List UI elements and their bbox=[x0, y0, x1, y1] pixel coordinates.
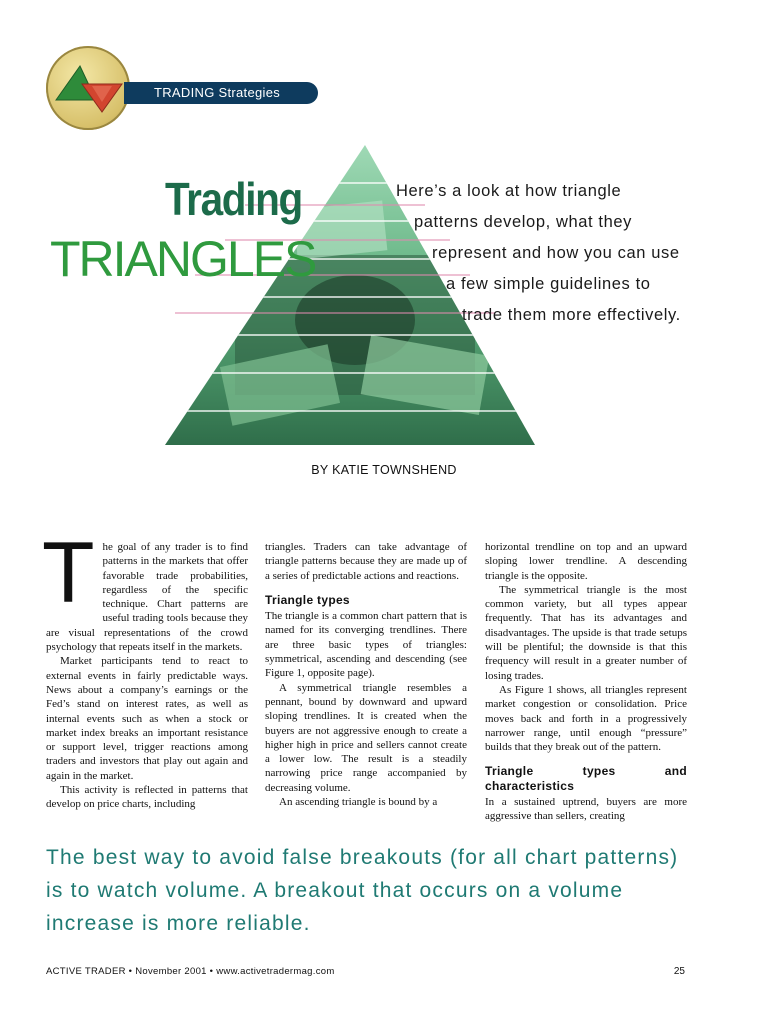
article-deck bbox=[396, 176, 726, 331]
paragraph: triangles. Traders can take advantage of triangle patterns because they are made up of a series of predictable actions and reactions. bbox=[265, 541, 467, 582]
section-label: TRADING Strategies bbox=[124, 82, 318, 104]
pull-quote bbox=[46, 841, 726, 940]
body-column-2 bbox=[265, 540, 467, 809]
deck-line: represent and how you can use bbox=[432, 244, 680, 262]
deck-line: Here’s a look at how triangle bbox=[396, 182, 622, 200]
body-column-3 bbox=[485, 540, 687, 824]
article-title-line2: TRIANGLES bbox=[50, 231, 316, 287]
triangle-logo-icon bbox=[46, 46, 130, 130]
paragraph: The symmetrical triangle is the most common variety, but all types appear frequently. That has its advantages and disadvantages. The upside is that trade setups will be plentiful; the downside is that this frequency will result in a greater number of losing trades. bbox=[485, 583, 687, 682]
byline: BY KATIE TOWNSHEND bbox=[311, 463, 457, 477]
footer-credit: ACTIVE TRADER • November 2001 • www.activetradermag.com bbox=[46, 966, 335, 977]
section-logo-badge bbox=[46, 46, 130, 130]
deck-line: patterns develop, what they bbox=[414, 213, 632, 231]
pull-quote-line: The best way to avoid false breakouts (for all chart patterns) bbox=[46, 846, 679, 869]
paragraph: The triangle is a common chart pattern that is named for its converging trendlines. There are three basic types of triangles: symmetrical, ascending and descending (see Figure 1, opposite page). bbox=[265, 610, 467, 680]
paragraph: Market participants tend to react to external events in fairly predictable ways. News about a company’s earnings or the Fed’s stand on interest rates, as well as internal events such as when a stock or market index breaks an important resistance or support level, trigger reactions among traders and investors that play out again and again in the market. bbox=[46, 655, 248, 782]
pull-quote-line: increase is more reliable. bbox=[46, 912, 311, 935]
paragraph: In a sustained uptrend, buyers are more aggressive than sellers, creating bbox=[485, 796, 687, 823]
paragraph: As Figure 1 shows, all triangles represent market congestion or consolidation. Price moves back and forth in a progressively narrower range, until enough “pressure” builds that they break out of the pattern. bbox=[485, 683, 687, 754]
paragraph: An ascending triangle is bound by a bbox=[279, 796, 438, 809]
paragraph: This activity is reflected in patterns that develop on price charts, including bbox=[46, 784, 248, 811]
deck-line: a few simple guidelines to bbox=[446, 275, 651, 293]
pull-quote-line: is to watch volume. A breakout that occurs on a volume bbox=[46, 879, 624, 902]
deck-line: trade them more effectively. bbox=[462, 306, 681, 324]
paragraph: he goal of any trader is to find patterns in the markets that offer favorable trade probabilities, regardless of the specific technique. Chart patterns are useful trading tools because they are visual representations of the crowd psychology that repeats itself in the markets. bbox=[46, 541, 248, 654]
article-title-line1: Trading bbox=[165, 173, 302, 225]
drop-cap: T bbox=[42, 525, 95, 621]
subhead: Triangle types and characteristics bbox=[485, 764, 687, 793]
page-number: 25 bbox=[673, 966, 685, 977]
paragraph: A symmetrical triangle resembles a pennant, bound by downward and upward sloping trendlines. It is created when the buyers are not aggressive enough to create a higher high in price and sellers cannot create a lower low. The result is a steadily narrowing price range accompanied by decreasing volume. bbox=[265, 681, 467, 794]
body-column-1 bbox=[42, 525, 248, 812]
subhead: Triangle types bbox=[265, 592, 350, 607]
paragraph: horizontal trendline on top and an upward sloping lower trendline. A descending triangle is the opposite. bbox=[485, 541, 687, 582]
